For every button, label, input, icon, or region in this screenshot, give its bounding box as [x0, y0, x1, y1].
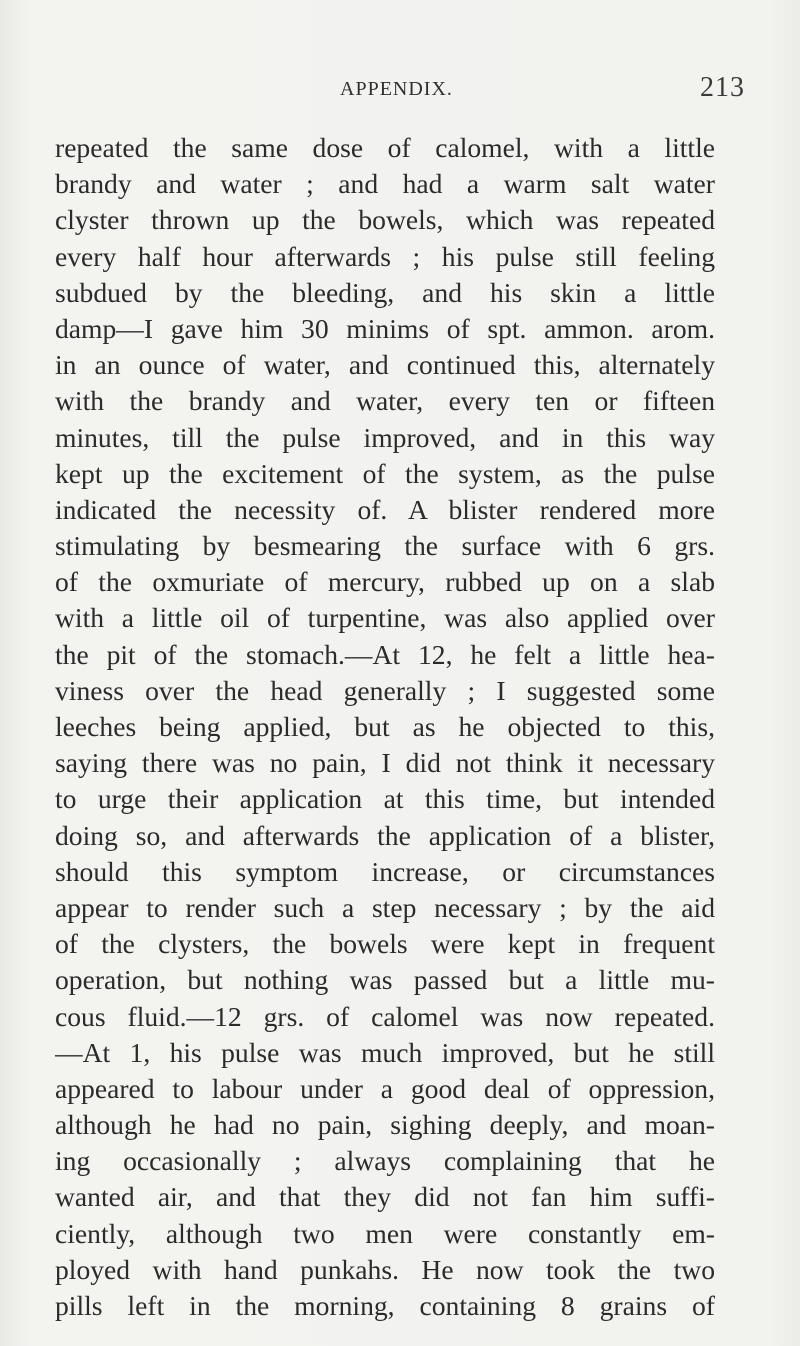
- text-line: ing occasionally ; always complaining that he: [55, 1145, 715, 1177]
- text-line: of the clysters, the bowels were kept in frequent: [55, 928, 715, 960]
- text-line: minutes, till the pulse improved, and in this way: [55, 421, 715, 453]
- text-line: clyster thrown up the bowels, which was repeated: [55, 204, 715, 236]
- text-line: —At 1, his pulse was much improved, but he still: [55, 1036, 715, 1068]
- text-line: doing so, and afterwards the application of a blister,: [55, 819, 715, 851]
- text-line: brandy and water ; and had a warm salt water: [55, 168, 715, 200]
- text-line: of the oxmuriate of mercury, rubbed up on a slab: [55, 566, 715, 598]
- text-line: in an ounce of water, and continued this, alternately: [55, 349, 715, 381]
- text-line: pills left in the morning, containing 8 grains of: [55, 1290, 715, 1321]
- text-line: with the brandy and water, every ten or fifteen: [55, 385, 715, 417]
- text-line: cous fluid.—12 grs. of calomel was now repeated.: [55, 1000, 715, 1032]
- text-line: subdued by the bleeding, and his skin a little: [55, 276, 715, 308]
- text-line: indicated the necessity of. A blister rendered more: [55, 493, 715, 525]
- text-line: to urge their application at this time, but intended: [55, 783, 715, 815]
- text-line: should this symptom increase, or circumstances: [55, 855, 715, 887]
- body-text: [55, 130, 715, 1324]
- page-header: [0, 64, 800, 104]
- text-line: operation, but nothing was passed but a little mu-: [55, 964, 715, 996]
- text-line: ciently, although two men were constantly em-: [55, 1217, 715, 1249]
- text-line: kept up the excitement of the system, as the pulse: [55, 457, 715, 489]
- page-number: 213: [700, 72, 745, 103]
- text-line: although he had no pain, sighing deeply, and moan-: [55, 1109, 715, 1141]
- text-line: wanted air, and that they did not fan him suffi-: [55, 1181, 715, 1213]
- running-head: APPENDIX.: [340, 78, 453, 100]
- text-line: ployed with hand punkahs. He now took the two: [55, 1253, 715, 1285]
- text-line: saying there was no pain, I did not think it necessary: [55, 747, 715, 779]
- text-line: appear to render such a step necessary ; by the aid: [55, 891, 715, 923]
- text-line: appeared to labour under a good deal of oppression,: [55, 1072, 715, 1104]
- text-line: the pit of the stomach.—At 12, he felt a little hea-: [55, 638, 715, 670]
- text-line: repeated the same dose of calomel, with a little: [55, 132, 715, 163]
- text-line: with a little oil of turpentine, was also applied over: [55, 602, 715, 634]
- text-line: every half hour afterwards ; his pulse still feeling: [55, 240, 715, 272]
- text-line: leeches being applied, but as he objected to this,: [55, 711, 715, 742]
- text-line: damp—I gave him 30 minims of spt. ammon. arom.: [55, 312, 715, 344]
- text-line: viness over the head generally ; I suggested some: [55, 674, 715, 706]
- text-line: stimulating by besmearing the surface with 6 grs.: [55, 530, 715, 562]
